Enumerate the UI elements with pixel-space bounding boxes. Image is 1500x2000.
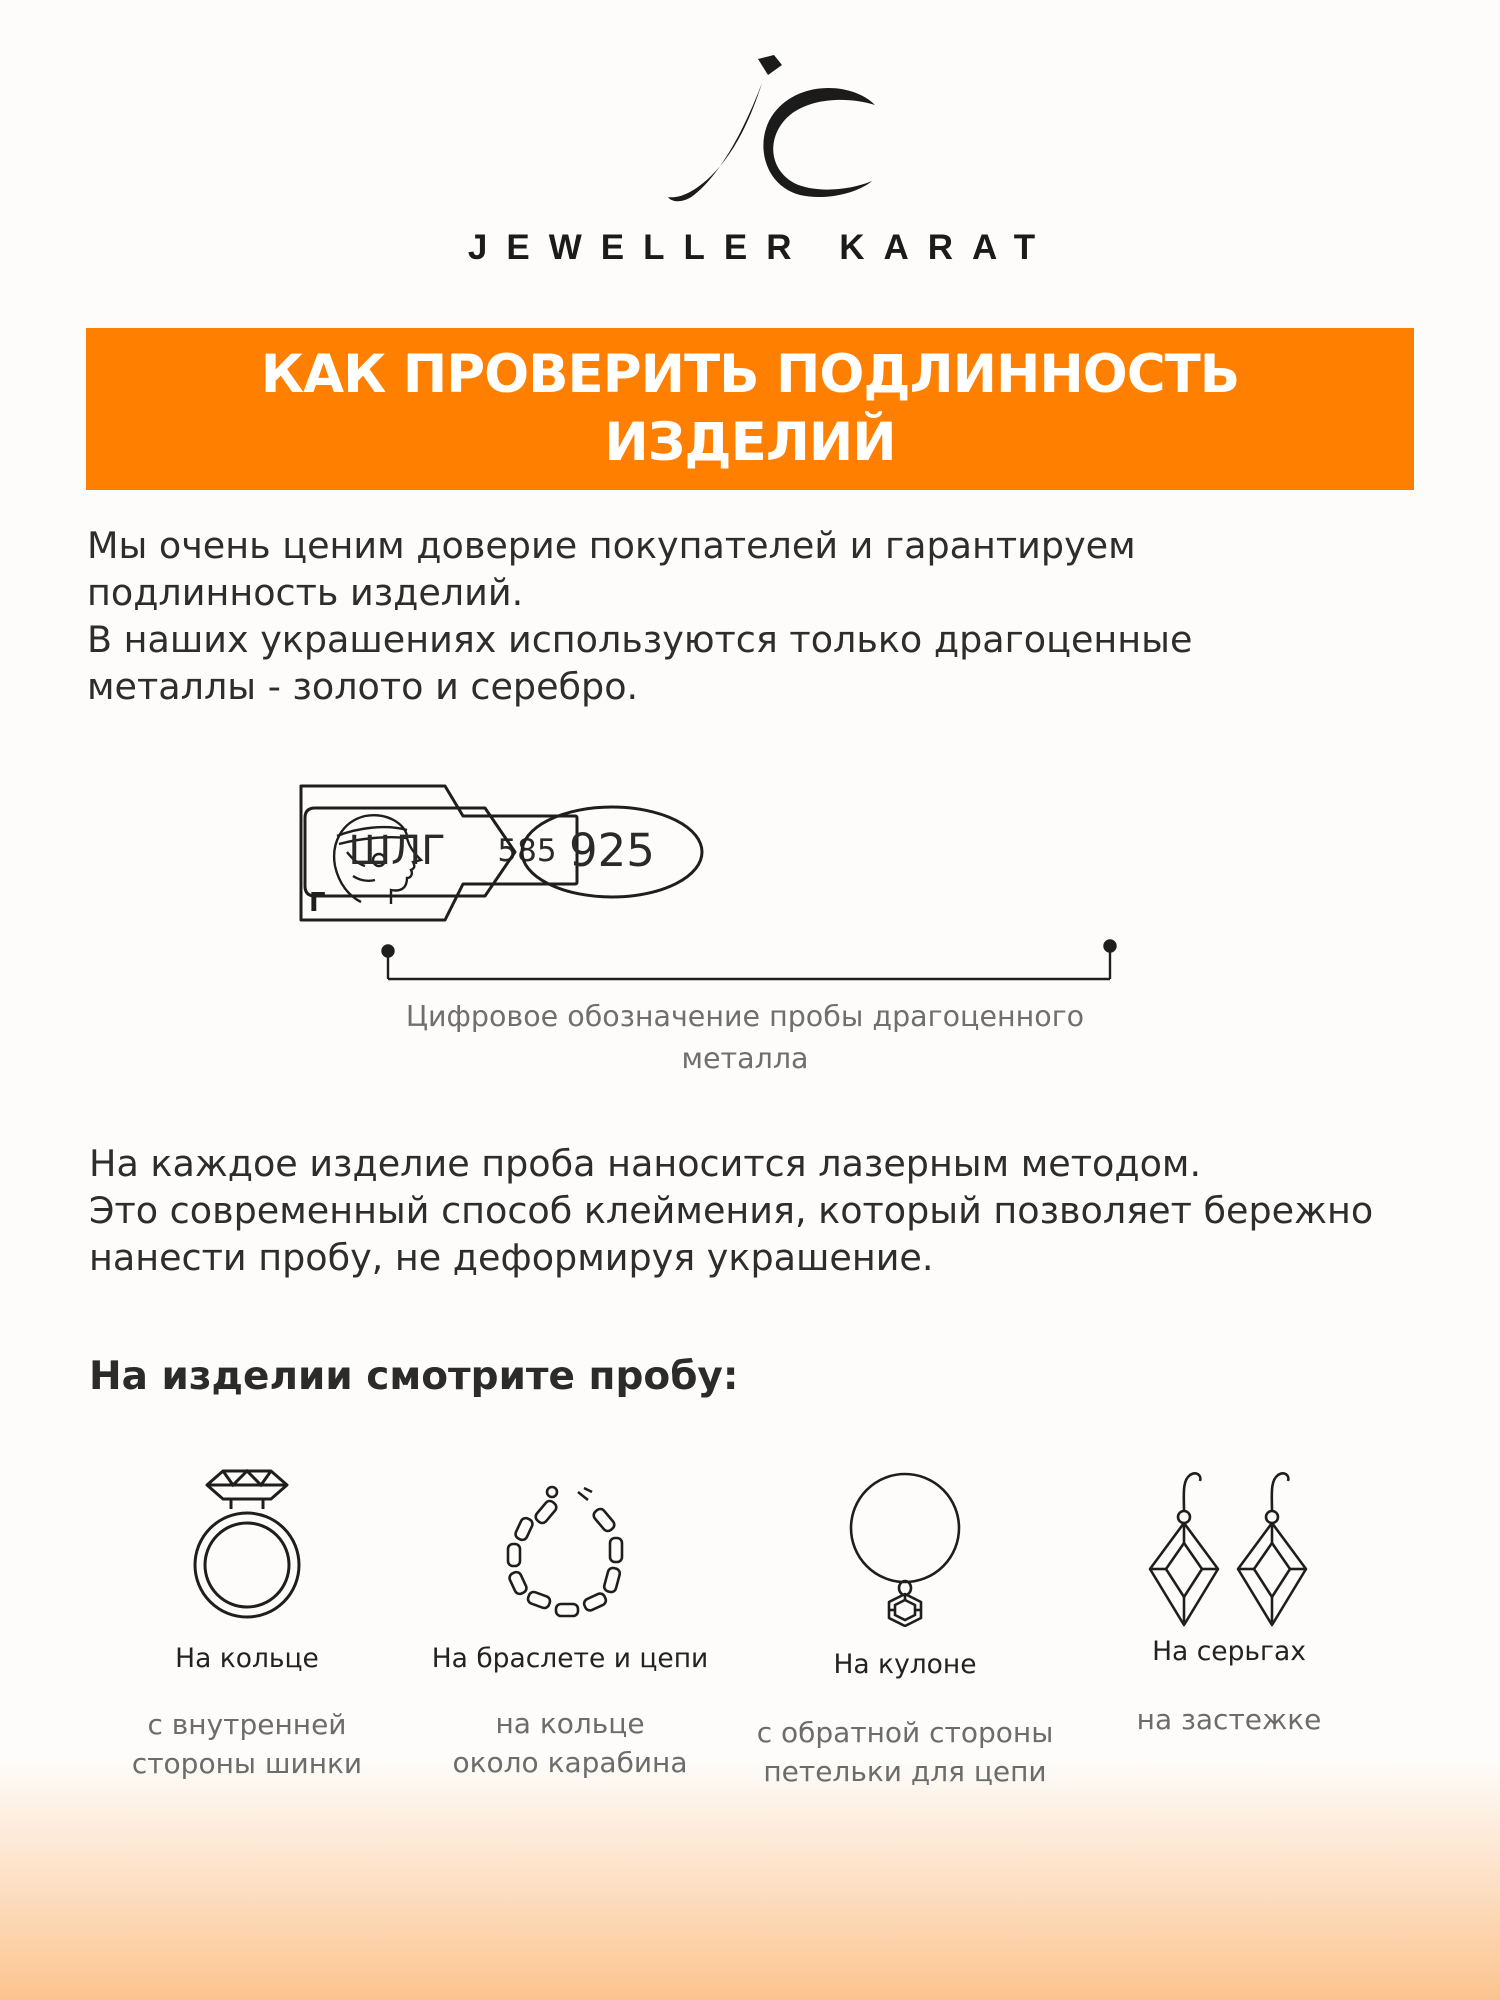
silver-tag: ШЛГ: [348, 828, 446, 874]
item-earrings: [1064, 1465, 1394, 1739]
item-pendant: [740, 1472, 1070, 1791]
earrings-icon: [1144, 1465, 1314, 1627]
item-sub-line: стороны шинки: [131, 1747, 363, 1780]
item-label: На кольце: [175, 1643, 319, 1674]
intro-line: подлинность изделий.: [87, 571, 524, 614]
item-sub-line: с внутренней: [147, 1708, 347, 1741]
item-sub-line: с обратной стороны: [756, 1716, 1054, 1749]
bracelet-icon: [500, 1480, 640, 1625]
section-heading: На изделии смотрите пробу:: [89, 1354, 739, 1399]
page-title-line-1: КАК ПРОВЕРИТЬ ПОДЛИННОСТЬ: [260, 344, 1240, 405]
intro-line: металлы - золото и серебро.: [87, 665, 639, 708]
laser-line: нанести пробу, не деформируя украшение.: [89, 1236, 934, 1279]
pendant-icon: [845, 1472, 965, 1627]
item-label: На кулоне: [833, 1649, 977, 1680]
gold-number: 585: [497, 833, 557, 869]
item-ring: [82, 1465, 412, 1783]
caption-line: металла: [681, 1042, 809, 1075]
item-label: На браслете и цепи: [431, 1643, 709, 1674]
item-sub-line: петельки для цепи: [763, 1755, 1047, 1788]
caption-line: Цифровое обозначение пробы драгоценного: [405, 1000, 1085, 1033]
laser-line: Это современный способ клеймения, который позволяет бережно: [89, 1189, 1374, 1232]
item-sub-line: на кольце: [495, 1707, 645, 1740]
silver-number: 925: [569, 824, 655, 877]
caption-bracket: [383, 941, 1116, 980]
ring-icon: [187, 1465, 307, 1625]
laser-line: На каждое изделие проба наносится лазерным методом.: [89, 1142, 1202, 1185]
intro-line: В наших украшениях используются только драгоценные: [87, 618, 1193, 661]
gold-letter: Г: [309, 888, 326, 918]
intro-paragraph: [87, 522, 1192, 710]
title-banner: [86, 328, 1414, 490]
intro-line: Мы очень ценим доверие покупателей и гарантируем: [87, 524, 1136, 567]
hallmarks-diagram: [295, 780, 1205, 985]
laser-paragraph: [89, 1140, 1373, 1281]
jeweller-karat-logo-icon: [650, 45, 880, 225]
item-bracelet: [405, 1480, 735, 1782]
item-label: На серьгах: [1152, 1636, 1306, 1667]
item-sub-line: около карабина: [452, 1746, 688, 1779]
item-sub-line: на застежке: [1136, 1703, 1322, 1736]
hallmark-caption: [300, 996, 1190, 1080]
page-title-line-2: ИЗДЕЛИЙ: [604, 412, 896, 473]
brand-name: JEWELLER KARAT: [467, 228, 1055, 267]
